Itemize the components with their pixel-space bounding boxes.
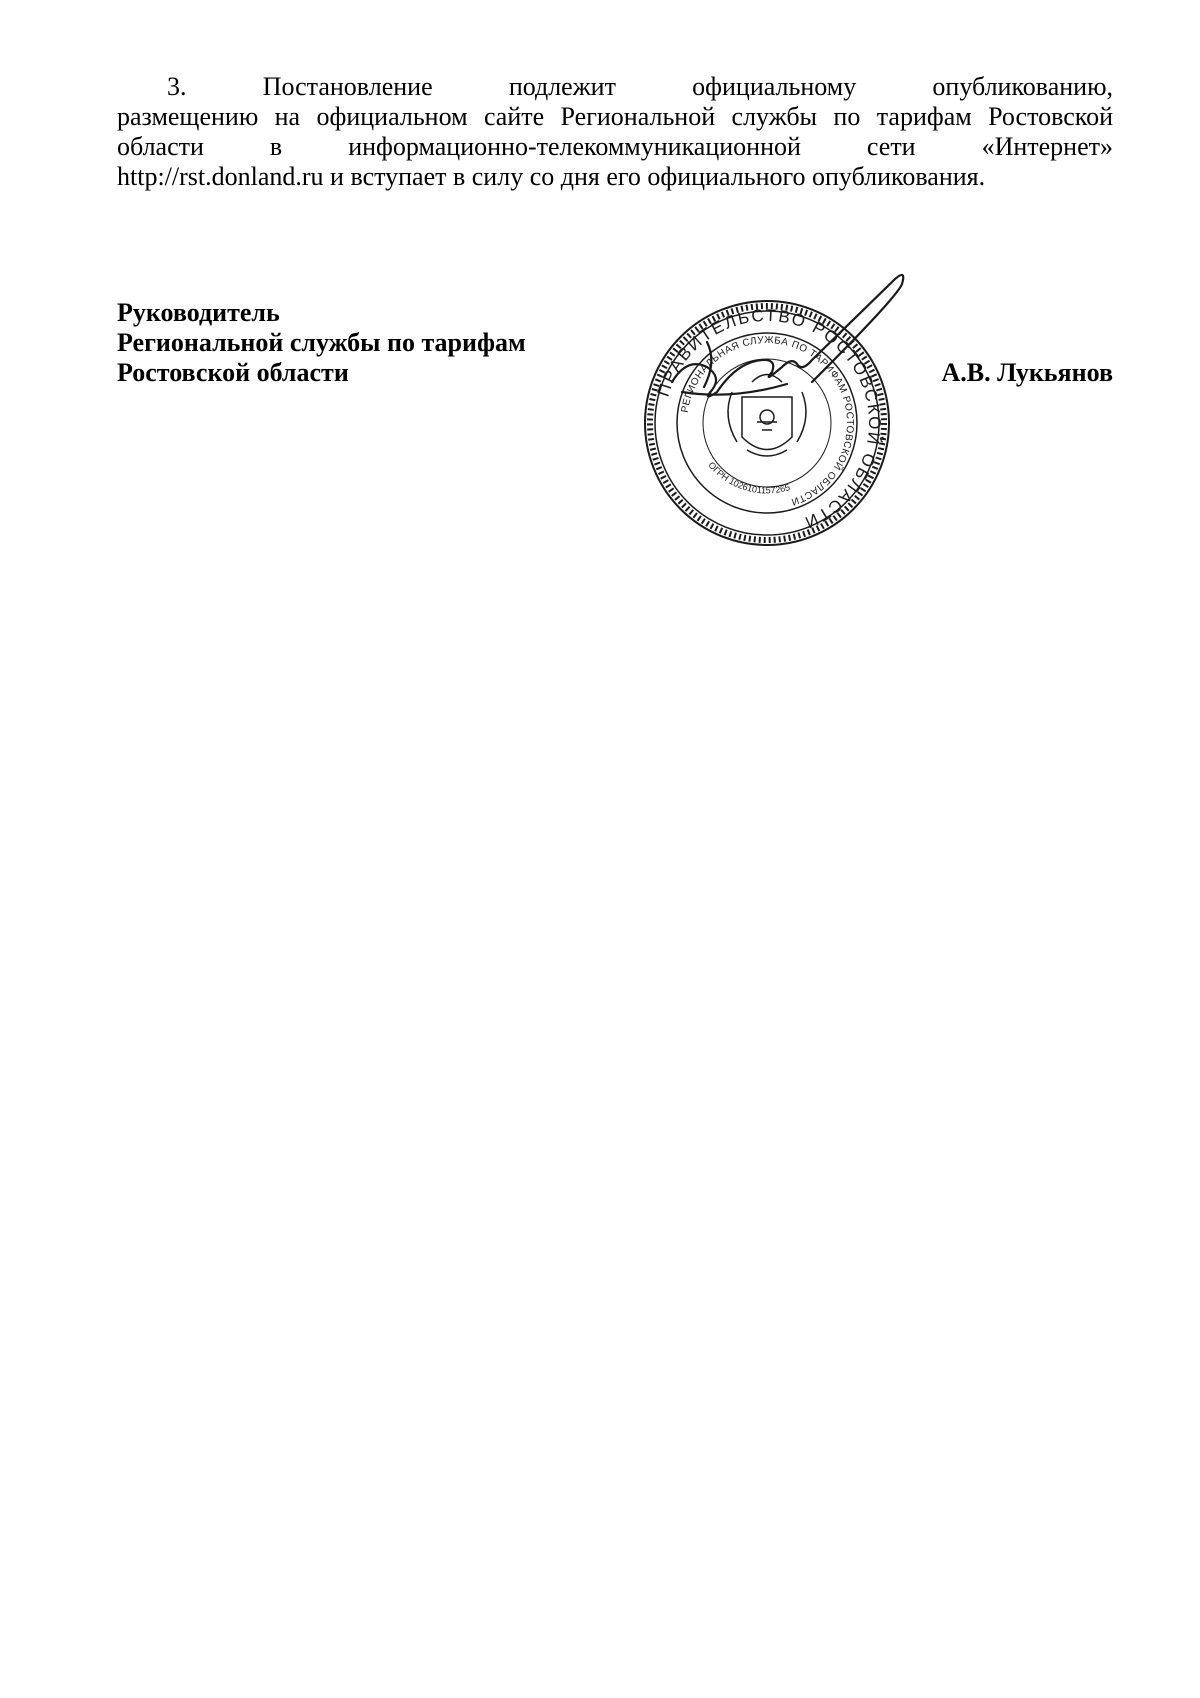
seal-outer-text: ПРАВИТЕЛЬСТВО РОСТОВСКОЙ ОБЛАСТИ — [653, 305, 885, 533]
position-line: Руководитель — [117, 298, 280, 327]
paragraph-line: размещению на официальном сайте Региональной службы по тарифам Ростовской — [117, 102, 1113, 131]
signatory-position — [117, 298, 526, 388]
paragraph-line: области в информационно-телекоммуникационной сети «Интернет» — [117, 132, 1113, 161]
position-line: Региональной службы по тарифам — [117, 328, 526, 357]
coat-of-arms-icon — [728, 375, 806, 457]
position-line: Ростовской области — [117, 358, 349, 387]
paragraph-line: 3. Постановление подлежит официальному опубликованию, — [167, 72, 1113, 101]
official-seal — [612, 272, 922, 562]
seal-ogrn-text: ОГРН 1026101157265 — [706, 459, 792, 496]
seal-inner-text: РЕГИОНАЛЬНАЯ СЛУЖБА ПО ТАРИФАМ РОСТОВСКОЙ ОБЛАСТИ — [679, 334, 856, 508]
seal-graphic — [612, 272, 922, 562]
paragraph-line: http://rst.donland.ru и вступает в силу со дня его официального опубликования. — [117, 162, 986, 191]
signatory-name: А.В. Лукьянов — [941, 358, 1113, 387]
paragraph-3 — [117, 72, 1113, 192]
